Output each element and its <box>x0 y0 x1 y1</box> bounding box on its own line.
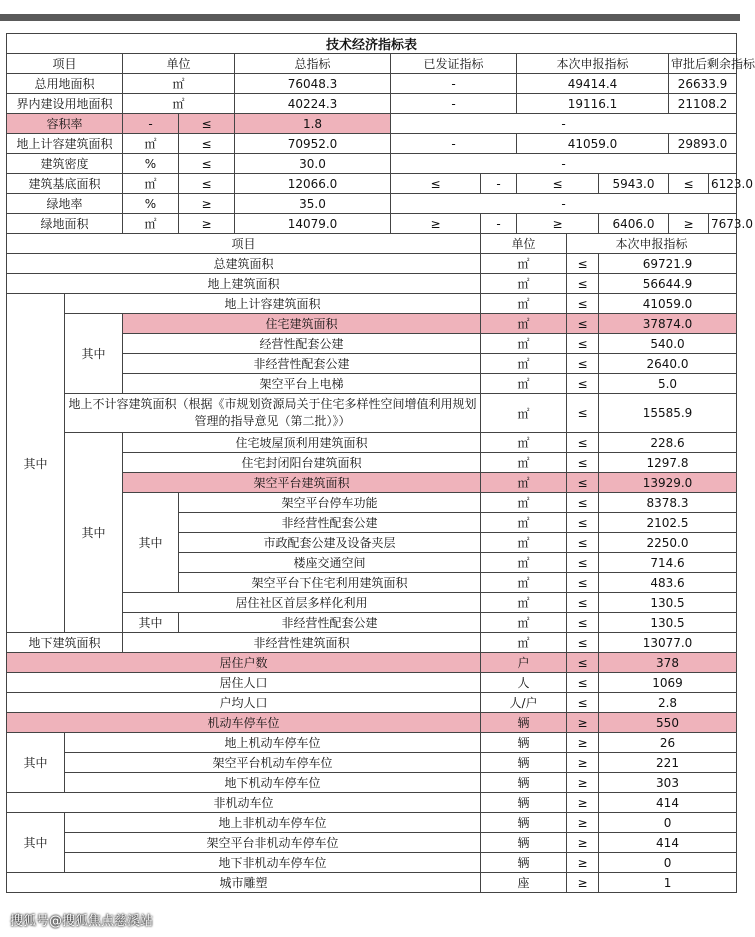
row-total: 14079.0 <box>235 214 391 234</box>
row-unit: ㎡ <box>481 593 567 613</box>
row-green-area <box>7 214 737 234</box>
row-op: ≤ <box>567 573 599 593</box>
header-total: 总指标 <box>235 54 391 74</box>
row-unit: ㎡ <box>481 533 567 553</box>
header-unit: 单位 <box>123 54 235 74</box>
row-label: 楼座交通空间 <box>179 553 481 573</box>
row-value: 56644.9 <box>599 274 737 294</box>
row-current: 49414.4 <box>517 74 669 94</box>
row-op: ≤ <box>179 154 235 174</box>
row-unit: ㎡ <box>481 633 567 653</box>
table-row <box>7 433 737 453</box>
row-unit: 辆 <box>481 753 567 773</box>
row-label: 地下非机动车停车位 <box>65 853 481 873</box>
row-unit: 辆 <box>481 813 567 833</box>
row-op: ≤ <box>179 174 235 194</box>
row-value: 540.0 <box>599 334 737 354</box>
row-op: ≤ <box>567 473 599 493</box>
row-value: 130.5 <box>599 613 737 633</box>
row-unit: ㎡ <box>481 473 567 493</box>
row-value: 2102.5 <box>599 513 737 533</box>
row-unit: 辆 <box>481 853 567 873</box>
row-value: 15585.9 <box>599 394 737 433</box>
row-op: ≤ <box>567 653 599 673</box>
row-issued: - <box>481 174 517 194</box>
row-op: ≥ <box>567 873 599 893</box>
row-label: 架空平台停车功能 <box>179 493 481 513</box>
qizhong-label: 其中 <box>65 314 123 394</box>
row-op: ≤ <box>567 294 599 314</box>
row-op: ≥ <box>567 753 599 773</box>
table-row <box>7 833 737 853</box>
row-current: 6406.0 <box>599 214 669 234</box>
row-issued-op: ≤ <box>391 174 481 194</box>
header2-item: 项目 <box>7 234 481 254</box>
row-remaining: 26633.9 <box>669 74 737 94</box>
row-value: 1 <box>599 873 737 893</box>
row-issued-op: ≥ <box>391 214 481 234</box>
row-op: ≤ <box>567 453 599 473</box>
row-total: 70952.0 <box>235 134 391 154</box>
row-unit: ㎡ <box>481 394 567 433</box>
row-unit: 辆 <box>481 773 567 793</box>
row-remaining: 29893.0 <box>669 134 737 154</box>
row-total: 35.0 <box>235 194 391 214</box>
table-row <box>7 813 737 833</box>
row-unit: - <box>123 114 179 134</box>
row-remaining-op: ≥ <box>669 214 709 234</box>
table-row <box>7 673 737 693</box>
row-label: 经营性配套公建 <box>123 334 481 354</box>
row-unit: ㎡ <box>123 94 235 114</box>
row-op: ≤ <box>567 673 599 693</box>
table-row <box>7 254 737 274</box>
row-label: 地上机动车停车位 <box>65 733 481 753</box>
row-unit: ㎡ <box>481 573 567 593</box>
row-issued: - <box>391 94 517 114</box>
row-value: 1069 <box>599 673 737 693</box>
header-issued: 已发证指标 <box>391 54 517 74</box>
row-label: 界内建设用地面积 <box>7 94 123 114</box>
table-row <box>7 793 737 813</box>
row-op: ≤ <box>567 374 599 394</box>
row-value: 13929.0 <box>599 473 737 493</box>
row-total: 76048.3 <box>235 74 391 94</box>
row-value: 714.6 <box>599 553 737 573</box>
row-label: 户均人口 <box>7 693 481 713</box>
row-label: 总用地面积 <box>7 74 123 94</box>
row-unit: ㎡ <box>481 493 567 513</box>
row-label: 架空平台下住宅利用建筑面积 <box>179 573 481 593</box>
row-remaining: 6123.0 <box>709 174 737 194</box>
row-label: 市政配套公建及设备夹层 <box>179 533 481 553</box>
section2-header <box>7 234 737 254</box>
row-unit: ㎡ <box>123 174 179 194</box>
row-current: 41059.0 <box>517 134 669 154</box>
row-total: 40224.3 <box>235 94 391 114</box>
row-value: 483.6 <box>599 573 737 593</box>
row-label: 地上非机动车停车位 <box>65 813 481 833</box>
row-op: ≥ <box>567 713 599 733</box>
row-op: ≥ <box>567 813 599 833</box>
row-unit: 人/户 <box>481 693 567 713</box>
row-unit: 辆 <box>481 733 567 753</box>
row-total: 1.8 <box>235 114 391 134</box>
row-label: 地上建筑面积 <box>7 274 481 294</box>
row-op: ≤ <box>567 254 599 274</box>
row-label: 住宅坡屋顶利用建筑面积 <box>123 433 481 453</box>
table-row <box>7 753 737 773</box>
row-current: 5943.0 <box>599 174 669 194</box>
row-current: 19116.1 <box>517 94 669 114</box>
row-label: 容积率 <box>7 114 123 134</box>
row-op: ≤ <box>567 633 599 653</box>
row-label: 非经营性配套公建 <box>123 354 481 374</box>
row-label: 城市雕塑 <box>7 873 481 893</box>
row-op: ≤ <box>567 553 599 573</box>
row-label: 绿地面积 <box>7 214 123 234</box>
row-unit: ㎡ <box>123 214 179 234</box>
row-unit: ㎡ <box>481 334 567 354</box>
row-op: ≤ <box>567 493 599 513</box>
row-value: 221 <box>599 753 737 773</box>
header-remaining: 审批后剩余指标 <box>669 54 737 74</box>
row-label: 居住人口 <box>7 673 481 693</box>
row-value: 37874.0 <box>599 314 737 334</box>
row-unit: 辆 <box>481 713 567 733</box>
header-current: 本次申报指标 <box>517 54 669 74</box>
tech-econ-table-container <box>6 33 755 893</box>
row-label: 地下建筑面积 <box>7 633 123 653</box>
row-unit: 辆 <box>481 793 567 813</box>
row-unit: ㎡ <box>481 254 567 274</box>
row-label: 非经营性配套公建 <box>179 613 481 633</box>
row-unit: ㎡ <box>481 354 567 374</box>
row-unit: 辆 <box>481 833 567 853</box>
row-label: 居住户数 <box>7 653 481 673</box>
row-value: 550 <box>599 713 737 733</box>
row-value: 378 <box>599 653 737 673</box>
row-total: 30.0 <box>235 154 391 174</box>
row-unit: ㎡ <box>123 134 179 154</box>
row-merged: - <box>391 154 737 174</box>
row-remaining: 7673.0 <box>709 214 737 234</box>
row-merged: - <box>391 194 737 214</box>
row-density <box>7 154 737 174</box>
row-base-area <box>7 174 737 194</box>
table-row <box>7 633 737 653</box>
row-label: 地上计容建筑面积 <box>65 294 481 314</box>
row-label: 地上不计容建筑面积（根据《市规划资源局关于住宅多样性空间增值利用规划管理的指导意见（第二批）》） <box>65 394 481 433</box>
row-op: ≤ <box>567 354 599 374</box>
row-op: ≥ <box>179 214 235 234</box>
row-op: ≤ <box>567 593 599 613</box>
row-op: ≤ <box>567 314 599 334</box>
row-op: ≤ <box>567 533 599 553</box>
row-label: 架空平台机动车停车位 <box>65 753 481 773</box>
row-op: ≤ <box>567 613 599 633</box>
row-label: 建筑基底面积 <box>7 174 123 194</box>
row-current-op: ≤ <box>517 174 599 194</box>
row-issued: - <box>391 134 517 154</box>
table-row <box>7 693 737 713</box>
row-label: 架空平台上电梯 <box>123 374 481 394</box>
row-unit: ㎡ <box>481 613 567 633</box>
row-green-rate <box>7 194 737 214</box>
top-bar <box>0 14 740 21</box>
row-label: 架空平台建筑面积 <box>123 473 481 493</box>
row-label: 住宅建筑面积 <box>123 314 481 334</box>
table-row <box>7 274 737 294</box>
row-label: 机动车停车位 <box>7 713 481 733</box>
table-row <box>7 394 737 433</box>
row-value: 8378.3 <box>599 493 737 513</box>
row-op: ≥ <box>567 833 599 853</box>
row-total-land <box>7 74 737 94</box>
table-row <box>7 873 737 893</box>
row-op: ≥ <box>567 793 599 813</box>
row-unit: ㎡ <box>481 274 567 294</box>
table-row <box>7 853 737 873</box>
header-item: 项目 <box>7 54 123 74</box>
table-row <box>7 653 737 673</box>
row-unit: % <box>123 154 179 174</box>
row-value: 2.8 <box>599 693 737 713</box>
row-issued: - <box>481 214 517 234</box>
row-label: 住宅封闭阳台建筑面积 <box>123 453 481 473</box>
row-unit: % <box>123 194 179 214</box>
row-current-op: ≥ <box>517 214 599 234</box>
row-value: 303 <box>599 773 737 793</box>
row-op: ≤ <box>567 274 599 294</box>
row-unit: ㎡ <box>123 74 235 94</box>
row-unit: 人 <box>481 673 567 693</box>
row-value: 41059.0 <box>599 294 737 314</box>
row-unit: ㎡ <box>481 553 567 573</box>
row-remaining-op: ≤ <box>669 174 709 194</box>
row-label: 居住社区首层多样化利用 <box>123 593 481 613</box>
row-label: 地上计容建筑面积 <box>7 134 123 154</box>
row-op: ≥ <box>567 853 599 873</box>
table-row <box>7 314 737 334</box>
row-op: ≤ <box>179 114 235 134</box>
row-value: 228.6 <box>599 433 737 453</box>
row-value: 414 <box>599 793 737 813</box>
row-op: ≥ <box>567 733 599 753</box>
row-label: 总建筑面积 <box>7 254 481 274</box>
row-op: ≤ <box>567 433 599 453</box>
row-value: 0 <box>599 853 737 873</box>
row-value: 0 <box>599 813 737 833</box>
table-row <box>7 773 737 793</box>
row-value: 69721.9 <box>599 254 737 274</box>
row-value: 130.5 <box>599 593 737 613</box>
row-label: 非机动车位 <box>7 793 481 813</box>
row-label: 架空平台非机动车停车位 <box>65 833 481 853</box>
qizhong-label: 其中 <box>65 433 123 633</box>
row-op: ≤ <box>567 334 599 354</box>
row-op: ≥ <box>179 194 235 214</box>
tech-econ-table <box>6 33 755 893</box>
row-value: 2250.0 <box>599 533 737 553</box>
row-unit: ㎡ <box>481 433 567 453</box>
row-fa-area <box>7 134 737 154</box>
row-value: 2640.0 <box>599 354 737 374</box>
row-issued: - <box>391 74 517 94</box>
row-unit: ㎡ <box>481 314 567 334</box>
row-unit: 户 <box>481 653 567 673</box>
row-unit: ㎡ <box>481 453 567 473</box>
table-row <box>7 733 737 753</box>
row-value: 1297.8 <box>599 453 737 473</box>
row-unit: ㎡ <box>481 294 567 314</box>
header2-unit: 单位 <box>481 234 567 254</box>
row-unit: ㎡ <box>481 513 567 533</box>
row-far <box>7 114 737 134</box>
row-op: ≤ <box>567 693 599 713</box>
row-total: 12066.0 <box>235 174 391 194</box>
row-value: 26 <box>599 733 737 753</box>
table-title: 技术经济指标表 <box>7 34 737 54</box>
row-construction-land <box>7 94 737 114</box>
row-value: 414 <box>599 833 737 853</box>
row-unit: 座 <box>481 873 567 893</box>
qizhong-label: 其中 <box>7 813 65 873</box>
row-op: ≤ <box>567 513 599 533</box>
row-sublabel: 非经营性建筑面积 <box>123 633 481 653</box>
table-row <box>7 713 737 733</box>
row-op: ≥ <box>567 773 599 793</box>
table-row <box>7 294 737 314</box>
row-op: ≤ <box>179 134 235 154</box>
row-label: 建筑密度 <box>7 154 123 174</box>
row-label: 非经营性配套公建 <box>179 513 481 533</box>
qizhong-label: 其中 <box>7 733 65 793</box>
qizhong-label: 其中 <box>123 613 179 633</box>
header2-value: 本次申报指标 <box>567 234 737 254</box>
row-unit: ㎡ <box>481 374 567 394</box>
row-value: 13077.0 <box>599 633 737 653</box>
watermark: 搜狐号@搜狐焦点慈溪站 <box>10 914 154 929</box>
row-merged: - <box>391 114 737 134</box>
row-value: 5.0 <box>599 374 737 394</box>
row-label: 绿地率 <box>7 194 123 214</box>
row-op: ≤ <box>567 394 599 433</box>
row-remaining: 21108.2 <box>669 94 737 114</box>
qizhong-label: 其中 <box>7 294 65 633</box>
row-label: 地下机动车停车位 <box>65 773 481 793</box>
qizhong-label: 其中 <box>123 493 179 593</box>
